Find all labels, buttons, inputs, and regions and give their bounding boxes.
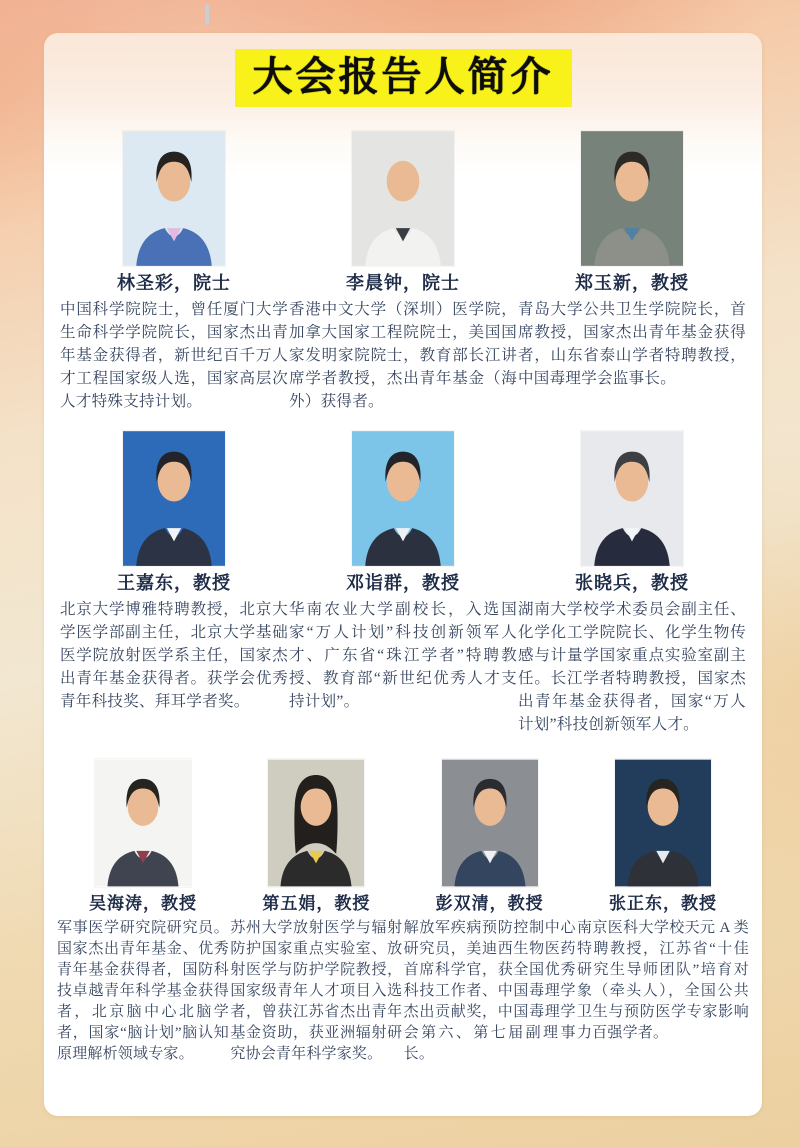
speaker-card	[518, 131, 746, 431]
speaker-name: 王嘉东，教授	[117, 573, 231, 593]
speaker-row-3	[44, 759, 762, 1116]
speaker-card	[60, 431, 288, 759]
speaker-name: 邓诣群，教授	[346, 573, 460, 593]
person-silhouette-icon	[123, 431, 225, 566]
speaker-card	[289, 431, 517, 759]
speaker-card	[404, 759, 576, 1116]
speaker-name: 李晨钟，院士	[346, 273, 460, 293]
person-silhouette-icon	[581, 131, 683, 266]
sparkle-diamond-icon	[205, 6, 209, 24]
speaker-card	[230, 759, 402, 1116]
speaker-bio: 南京医科大学校天元 A 类特聘教授，江苏省“十佳研究生导师团队”培育对象（牵头人），全国公共卫生与预防医学专家影响力百强学者。	[576, 920, 749, 1041]
person-silhouette-icon	[615, 759, 711, 887]
speaker-bio: 香港中文大学（深圳）医学院，加拿大国家工程院院士，美国国家发明家院院士，教育部长江讲席学者教授，杰出青年基金（海外）获得者。	[289, 301, 517, 410]
speaker-photo	[268, 759, 364, 887]
speaker-card	[518, 431, 746, 759]
content-card	[44, 33, 762, 1116]
speaker-card	[60, 131, 288, 431]
speaker-photo	[581, 431, 683, 566]
speaker-bio: 中国科学院院士，曾任厦门大学生命科学学院院长，国家杰出青年基金获得者，新世纪百千万人才工程国家级人选，国家高层次人才特殊支持计划。	[60, 301, 288, 410]
speaker-row-1	[44, 131, 762, 431]
speaker-photo	[442, 759, 538, 887]
speaker-photo	[581, 131, 683, 266]
speaker-name: 林圣彩，院士	[117, 273, 231, 293]
speaker-bio: 解放军疾病预防控制中心研究员，美迪西生物医药首席科学官，获全国优秀科技工作者、中国毒理学杰出贡献奖，中国毒理学会第六、第七届副理事长。	[403, 920, 576, 1062]
page-title: 大会报告人简介	[235, 49, 572, 107]
speaker-bio: 军事医学研究院研究员。国家杰出青年基金、优秀青年基金获得者，国防科技卓越青年科学基金获得者，北京脑中心北脑学者，国家“脑计划”脑认知原理解析领域专家。	[57, 920, 229, 1062]
speaker-photo	[615, 759, 711, 887]
speaker-photo	[352, 131, 454, 266]
speaker-row-2	[44, 431, 762, 759]
person-silhouette-icon	[352, 431, 454, 566]
speaker-bio: 华南农业大学副校长，入选国家“万人计划”科技创新领军人才、广东省“珠江学者”特聘教授、教育部“新世纪优秀人才支持计划”。	[289, 601, 517, 710]
speaker-photo	[352, 431, 454, 566]
speaker-card	[577, 759, 749, 1116]
person-silhouette-icon	[442, 759, 538, 887]
speaker-photo	[123, 131, 225, 266]
speaker-photo	[95, 759, 191, 887]
person-silhouette-icon	[352, 131, 454, 266]
speaker-photo	[123, 431, 225, 566]
speaker-bio: 湖南大学校学术委员会副主任、化学化工学院院长、化学生物传感与计量学国家重点实验室副主任。长江学者特聘教授，国家杰出青年基金获得者，国家“万人计划”科技创新领军人才。	[518, 601, 746, 733]
speaker-card	[289, 131, 517, 431]
page-title-banner	[44, 33, 762, 105]
speaker-name: 彭双清，教授	[435, 894, 544, 913]
speaker-bio: 北京大学博雅特聘教授，北京大学医学部副主任，北京大学基础医学院放射医学系主任，国家杰出青年基金获得者。获学会优秀青年科技奖、拜耳学者奖。	[60, 601, 288, 710]
speaker-bio: 苏州大学放射医学与辐射防护国家重点实验室、放射医学与防护学院教授，国家级青年人才项目入选者，曾获江苏省杰出青年基金资助，获亚洲辐射研究协会青年科学家奖。	[230, 920, 403, 1062]
person-silhouette-icon	[268, 759, 364, 887]
speaker-name: 吴海涛，教授	[89, 894, 197, 913]
speaker-name: 张正东，教授	[608, 894, 717, 913]
speaker-name: 第五娟，教授	[262, 894, 371, 913]
person-silhouette-icon	[123, 131, 225, 266]
speaker-bio: 青岛大学公共卫生学院院长，首席教授，国家杰出青年基金获得者，山东省泰山学者特聘教授，中国毒理学会监事长。	[518, 301, 746, 387]
speaker-name: 郑玉新，教授	[575, 273, 689, 293]
person-silhouette-icon	[581, 431, 683, 566]
person-silhouette-icon	[95, 759, 191, 887]
speaker-name: 张晓兵，教授	[575, 573, 689, 593]
speaker-card	[57, 759, 229, 1116]
